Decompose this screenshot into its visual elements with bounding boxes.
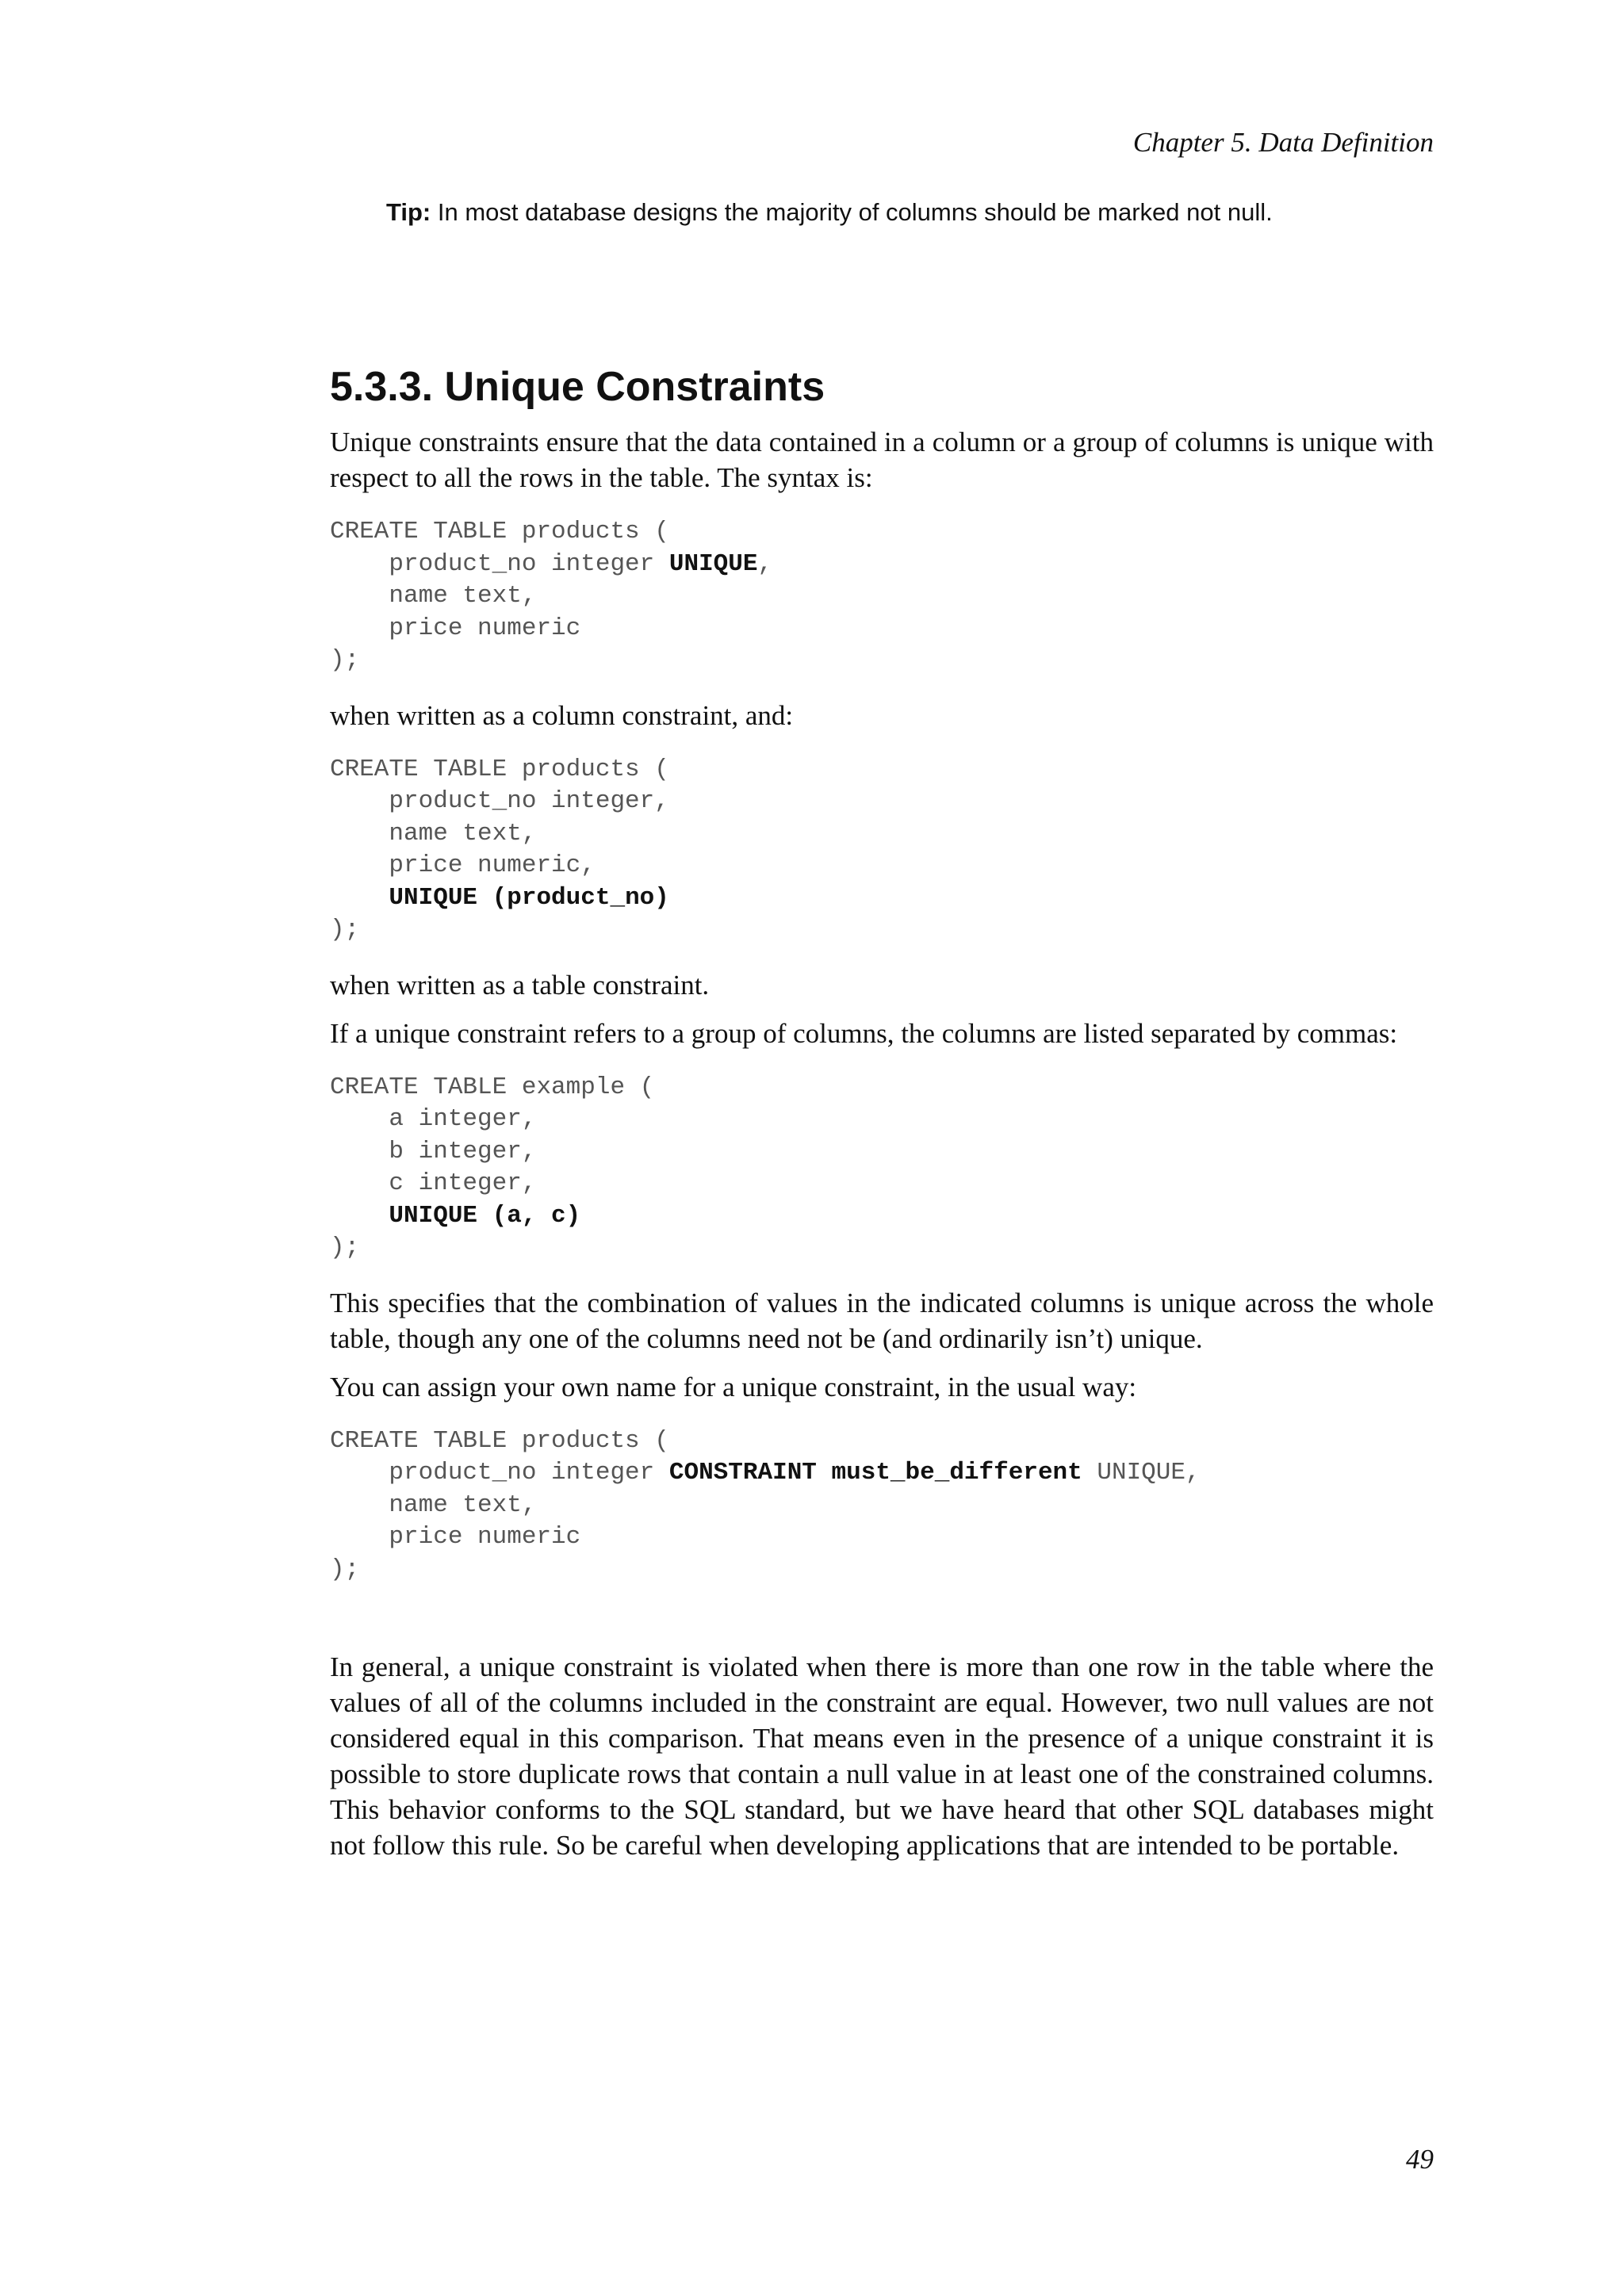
code-block-group-constraint: CREATE TABLE example ( a integer, b integer, c integer, UNIQUE (a, c) );	[330, 1073, 655, 1262]
intro-paragraph: Unique constraints ensure that the data contained in a column or a group of columns is unique with respect to all the rows in the table. The syntax is:	[330, 427, 1434, 494]
tip-text: In most database designs the majority of columns should be marked not null.	[431, 198, 1273, 226]
code-block-table-constraint: CREATE TABLE products ( product_no integer, name text, price numeric, UNIQUE (product_no) );	[330, 755, 669, 944]
tip-note	[386, 198, 1273, 227]
naming-paragraph: You can assign your own name for a unique constraint, in the usual way:	[330, 1371, 1137, 1402]
group-columns-paragraph: If a unique constraint refers to a group of columns, the columns are listed separated by commas:	[330, 1017, 1398, 1049]
closing-paragraph: In general, a unique constraint is violated when there is more than one row in the table where the values of all of the columns included in the constraint are equal. However, two null values are not considered equal in this comparison. That means even in the presence of a unique constraint it is possible to store duplicate rows that contain a null value in at least one of the constrained columns. This behavior conforms to the SQL standard, but we have heard that other SQL databases might not follow this rule. So be careful when developing applications that are intended to be portable.	[330, 1651, 1434, 1862]
combination-paragraph: This specifies that the combination of values in the indicated columns is unique across the whole table, though any one of the columns need not be (and ordinarily isn’t) unique.	[330, 1287, 1434, 1354]
tip-label: Tip:	[386, 198, 431, 226]
main-content	[330, 365, 1434, 1876]
code-block-named-constraint: CREATE TABLE products ( product_no integer CONSTRAINT must_be_different UNIQUE, name text, price numeric );	[330, 1426, 1201, 1583]
running-header: Chapter 5. Data Definition	[1132, 127, 1434, 158]
page-number: 49	[1406, 2144, 1434, 2175]
code-block-column-constraint: CREATE TABLE products ( product_no integer UNIQUE, name text, price numeric );	[330, 518, 773, 675]
column-constraint-note: when written as a column constraint, and:	[330, 699, 794, 731]
table-constraint-note: when written as a table constraint.	[330, 969, 710, 1001]
section-title: 5.3.3. Unique Constraints	[330, 364, 825, 410]
